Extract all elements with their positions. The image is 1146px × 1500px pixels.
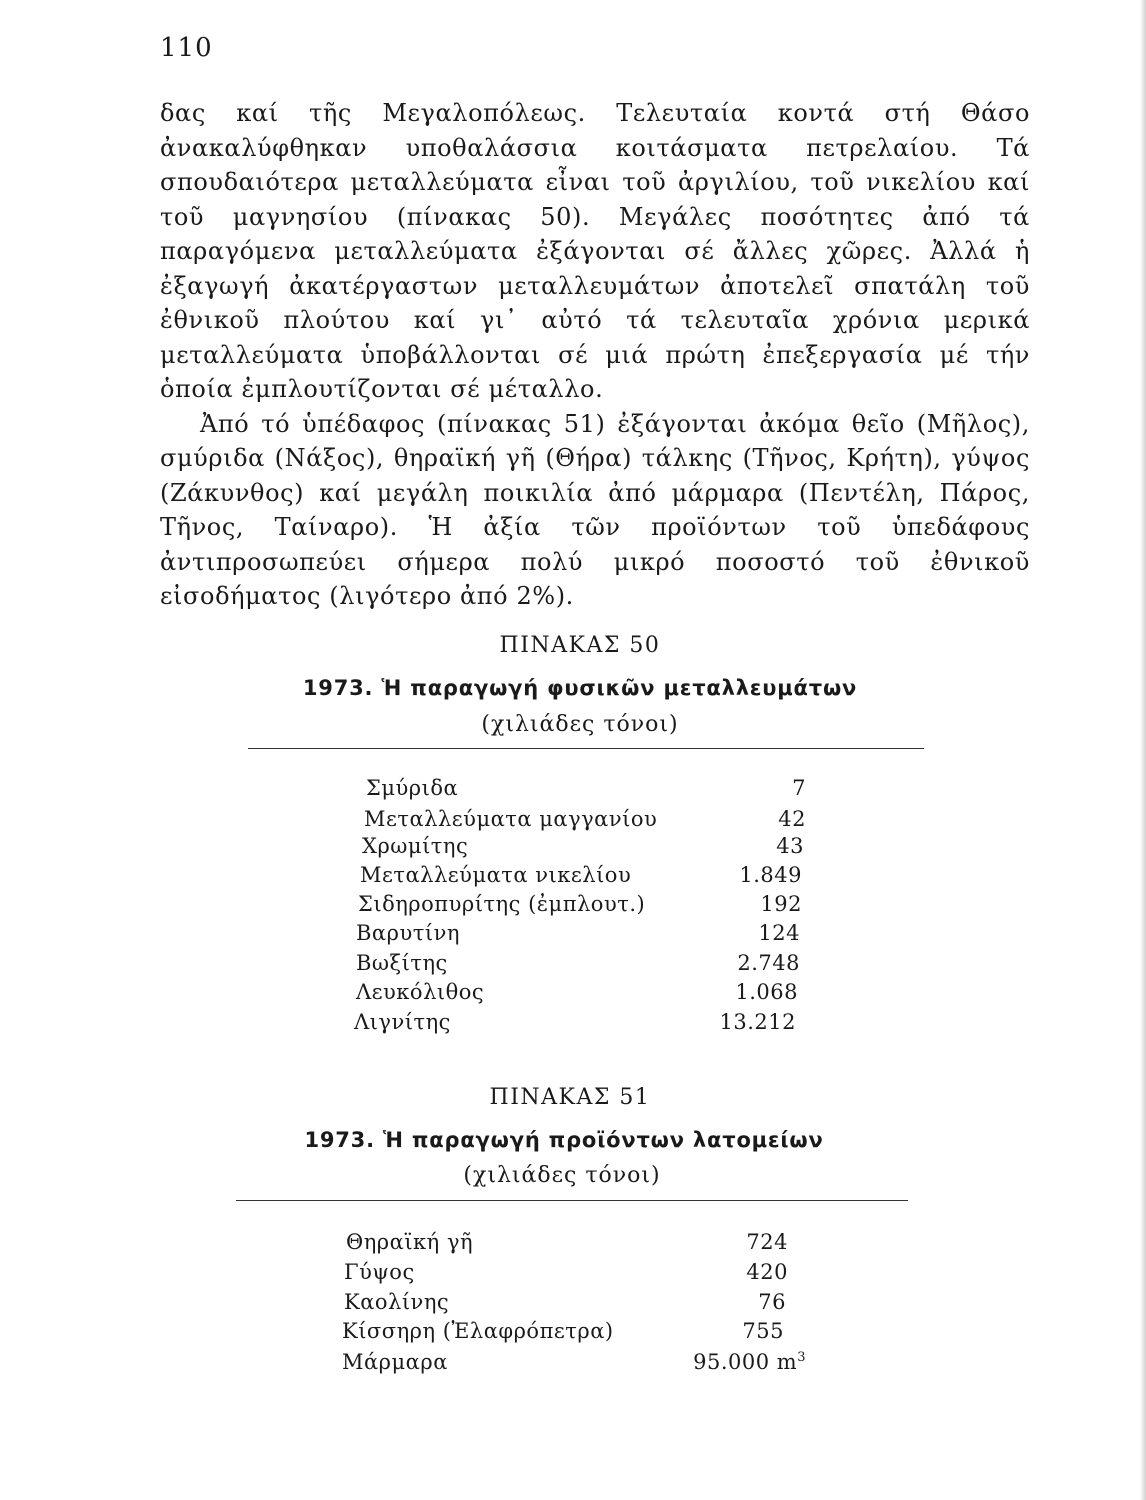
unit-superscript: 3 [797, 1350, 806, 1365]
table51-title: 1973. Ἡ παραγωγή προϊόντων λατομείων [304, 1128, 824, 1152]
row-name: Καολίνης [344, 1290, 450, 1314]
body-text [160, 96, 1030, 614]
row-name: Κίσσηρη (Ἐλαφρόπετρα) [342, 1319, 614, 1343]
row-value [693, 1350, 806, 1374]
row-value: 76 [758, 1290, 786, 1314]
row-name: Σμύριδα [366, 776, 459, 800]
table51-rule [236, 1200, 908, 1201]
row-value: 192 [760, 892, 802, 916]
row-value: 1.068 [735, 980, 798, 1004]
row-name: Λιγνίτης [354, 1010, 451, 1034]
paragraph-2: Ἀπό τό ὑπέδαφος (πίνακας 51) ἐξάγονται ἀκόμα θεῖο (Μῆλος), σμύριδα (Νάξος), θηραϊκή γῆ (Θήρα) τάλκης (Τῆνος, Κρήτη), γύψος (Ζάκυνθος) καί μεγάλη ποικιλία ἀπό μάρμαρα (Πεντέλη, Πάρος, Τῆνος, Ταίναρο). Ἡ ἀξία τῶν προϊόντων τοῦ ὑπεδάφους ἀντιπροσωπεύει σήμερα πολύ μικρό ποσοστό τοῦ ἐθνικοῦ εἰσοδήματος (λιγότερο ἀπό 2%). [160, 409, 1030, 610]
row-name: Γύψος [344, 1260, 415, 1284]
row-name: Θηραϊκή γῆ [346, 1230, 474, 1254]
table50-rule [248, 748, 924, 749]
row-value: 42 [778, 807, 806, 831]
row-value-number: 95.000 m [693, 1350, 798, 1374]
row-value: 420 [746, 1260, 788, 1284]
row-name: Μεταλλεύματα νικελίου [360, 863, 632, 887]
row-value: 1.849 [739, 863, 802, 887]
row-name: Βωξίτης [356, 951, 448, 975]
table50-unit: (χιλιάδες τόνοι) [481, 712, 679, 737]
page-edge [1140, 0, 1146, 1500]
row-name: Μάρμαρα [342, 1350, 448, 1374]
row-name: Σιδηροπυρίτης (ἐμπλουτ.) [358, 892, 646, 916]
row-name: Χρωμίτης [362, 834, 469, 858]
table51-unit: (χιλιάδες τόνοι) [463, 1163, 661, 1188]
row-value: 7 [792, 776, 806, 800]
row-value: 13.212 [719, 1010, 796, 1034]
paragraph-1: δας καί τῆς Μεγαλοπόλεως. Τελευταία κοντά στή Θάσο ἀνακαλύφθηκαν υποθαλάσσια κοιτάσματα πετρελαίου. Τά σπουδαιότερα μεταλλεύματα εἶναι τοῦ ἀργιλίου, τοῦ νικελίου καί τοῦ μαγνησίου (πίνακας 50). Μεγάλες ποσότητες ἀπό τά παραγόμενα μεταλλεύματα ἐξάγονται σέ ἄλλες χῶρες. Ἀλλά ἡ ἐξαγωγή ἀκατέργαστων μεταλλευμάτων ἀποτελεῖ σπατάλη τοῦ ἐθνικοῦ πλούτου καί γι᾽ αὐτό τά τελευταῖα χρόνια μερικά μεταλλεύματα ὑποβάλλονται σέ μιά πρώτη ἐπεξεργασία μέ τήν ὁποία ἐμπλουτίζονται σέ μέταλλο. [160, 99, 1030, 403]
row-name: Βαρυτίνη [356, 921, 460, 945]
table51-label: ΠΙΝΑΚΑΣ 51 [489, 1085, 651, 1110]
page-number: 110 [160, 33, 213, 63]
row-name: Λευκόλιθος [356, 980, 485, 1004]
row-value: 124 [758, 921, 800, 945]
row-value: 2.748 [737, 951, 800, 975]
row-value: 724 [746, 1230, 788, 1254]
row-value: 43 [776, 834, 804, 858]
table50-title: 1973. Ἡ παραγωγή φυσικῶν μεταλλευμάτων [302, 676, 858, 700]
row-value: 755 [742, 1319, 784, 1343]
row-name: Μεταλλεύματα μαγγανίου [364, 807, 658, 831]
table50-label: ΠΙΝΑΚΑΣ 50 [499, 633, 661, 658]
